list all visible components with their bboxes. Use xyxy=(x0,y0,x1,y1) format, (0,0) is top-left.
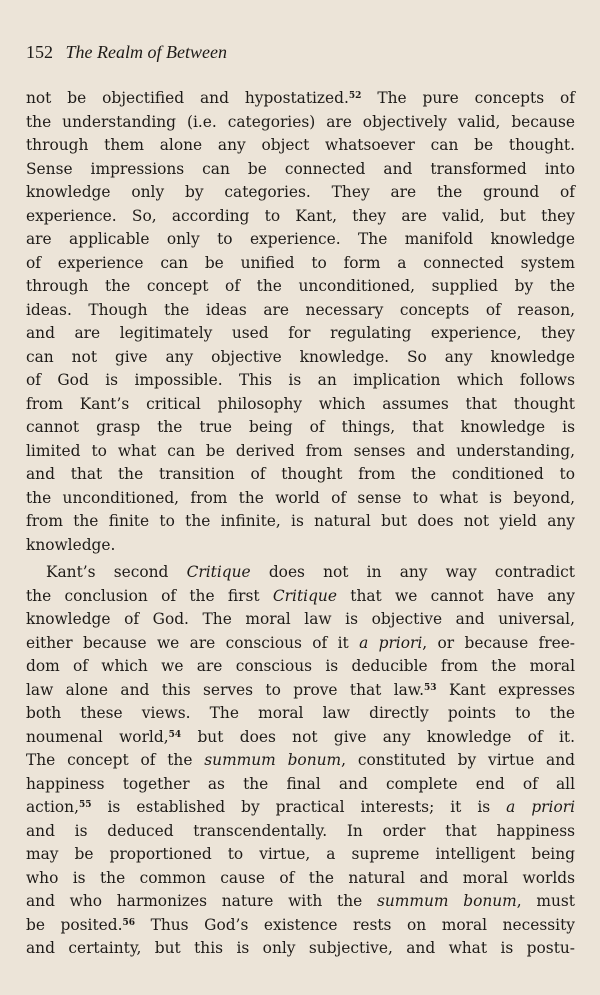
text-run: who is the common cause of the natural and moral worlds xyxy=(26,868,575,887)
text-run: The concept of the xyxy=(26,751,205,769)
footnote-marker: 54 xyxy=(168,729,182,740)
text-run: and certainty, but this is only subjective, and what is postu- xyxy=(26,939,575,957)
text-run: not be objectified and hypostatized. xyxy=(26,89,349,107)
text-line xyxy=(26,134,575,158)
text-line xyxy=(26,87,575,111)
text-run: and that the transition of thought from the conditioned to xyxy=(26,465,575,483)
text-line xyxy=(26,510,575,534)
text-line xyxy=(26,561,575,585)
text-run: and who harmonizes nature with the xyxy=(26,892,377,910)
text-line xyxy=(26,534,575,558)
footnote-marker: 55 xyxy=(78,800,92,810)
text-run: cannot grasp the true being of things, that knowledge is xyxy=(26,418,575,436)
text-line xyxy=(26,158,575,182)
page-number: 152 xyxy=(26,42,53,62)
text-run: through them alone any object whatsoever can be thought. xyxy=(26,136,575,154)
text-run: but does not give any knowledge of it. xyxy=(181,727,575,746)
text-run: , constituted by virtue and xyxy=(341,751,575,769)
text-run: happiness together as the final and complete end of all xyxy=(26,774,575,793)
italic-term: a priori xyxy=(359,633,423,652)
text-line xyxy=(26,773,575,797)
text-run: knowledge only by categories. They are the ground of xyxy=(26,183,575,201)
text-run: experience. So, according to Kant, they are valid, but they xyxy=(26,206,575,225)
text-line xyxy=(26,890,575,914)
text-run: either because we are conscious of it xyxy=(26,633,360,652)
text-run: law alone and this serves to prove that law. xyxy=(26,680,425,699)
text-run: are applicable only to experience. The manifold knowledge xyxy=(26,230,575,248)
text-run: knowledge of God. The moral law is objective and universal, xyxy=(26,610,575,628)
text-line xyxy=(26,205,575,229)
text-run: Kant expresses xyxy=(436,680,575,699)
text-run: Thus God’s existence rests on moral necessity xyxy=(135,915,575,934)
text-run: does not in any way contradict xyxy=(250,563,575,581)
text-run: that we cannot have any xyxy=(336,586,575,605)
text-line xyxy=(26,585,575,609)
text-run: and is deduced transcendentally. In order that happiness xyxy=(26,821,575,840)
text-run: may be proportioned to virtue, a supreme intelligent being xyxy=(26,845,575,863)
text-line xyxy=(26,393,575,417)
text-run: Sense impressions can be connected and transformed into xyxy=(26,159,575,178)
running-header xyxy=(26,41,575,63)
text-line xyxy=(26,608,575,632)
text-line xyxy=(26,275,575,299)
text-line xyxy=(26,440,575,464)
paragraph xyxy=(26,561,575,961)
text-run: ideas. Though the ideas are necessary concepts of reason, xyxy=(26,300,575,319)
text-run: and are legitimately used for regulating experience, they xyxy=(26,324,575,342)
text-line xyxy=(26,702,575,726)
text-line xyxy=(26,632,575,656)
text-line xyxy=(26,346,575,370)
italic-term: Critique xyxy=(186,563,251,581)
text-run: of experience can be unified to form a connected system xyxy=(26,253,575,272)
text-line xyxy=(26,463,575,487)
text-run: be posited. xyxy=(26,915,123,934)
body-text xyxy=(26,87,575,961)
text-line xyxy=(26,820,575,844)
text-line xyxy=(26,726,575,750)
text-run: both these views. The moral law directly points to the xyxy=(26,704,575,722)
text-line xyxy=(26,679,575,703)
text-run: can not give any objective knowledge. So any knowledge xyxy=(26,347,575,366)
footnote-marker: 52 xyxy=(348,91,362,101)
italic-term: summum bonum xyxy=(204,751,342,769)
text-line xyxy=(26,252,575,276)
text-line xyxy=(26,867,575,891)
text-line xyxy=(26,416,575,440)
text-run: knowledge. xyxy=(26,535,116,554)
text-line xyxy=(26,796,575,820)
italic-term: summum bonum xyxy=(377,892,517,910)
italic-term: a priori xyxy=(506,798,575,816)
text-line xyxy=(26,369,575,393)
text-run: dom of which we are conscious is deducible from the moral xyxy=(26,657,575,675)
text-run: limited to what can be derived from senses and understanding, xyxy=(26,441,575,460)
text-run: , must xyxy=(516,892,575,910)
footnote-marker: 53 xyxy=(424,682,437,693)
text-run: the understanding (i.e. categories) are objectively valid, because xyxy=(26,112,575,131)
text-line xyxy=(26,299,575,323)
text-line xyxy=(26,914,575,938)
text-line xyxy=(26,181,575,205)
text-line xyxy=(26,111,575,135)
text-line xyxy=(26,843,575,867)
text-line xyxy=(26,749,575,773)
text-run: action, xyxy=(26,798,79,816)
text-line xyxy=(26,322,575,346)
text-line xyxy=(26,937,575,961)
text-run: through the concept of the unconditioned, supplied by the xyxy=(26,277,575,295)
text-run: noumenal world, xyxy=(26,727,169,746)
text-run: Kant’s second xyxy=(46,563,187,581)
text-run: The pure concepts of xyxy=(361,89,575,107)
text-run: the unconditioned, from the world of sense to what is beyond, xyxy=(26,488,575,507)
text-run: of God is impossible. This is an implication which follows xyxy=(26,371,575,389)
running-title: The Realm of Between xyxy=(65,42,227,62)
paragraph xyxy=(26,87,575,557)
text-run: from the finite to the infinite, is natural but does not yield any xyxy=(26,512,575,530)
footnote-marker: 56 xyxy=(122,917,136,928)
text-run: , or because free- xyxy=(422,633,576,652)
text-run: is established by practical interests; it is xyxy=(91,798,507,816)
text-line xyxy=(26,487,575,511)
text-line xyxy=(26,655,575,679)
italic-term: Critique xyxy=(272,586,337,605)
text-line xyxy=(26,228,575,252)
text-run: from Kant’s critical philosophy which assumes that thought xyxy=(26,394,575,413)
text-run: the conclusion of the first xyxy=(26,586,273,605)
